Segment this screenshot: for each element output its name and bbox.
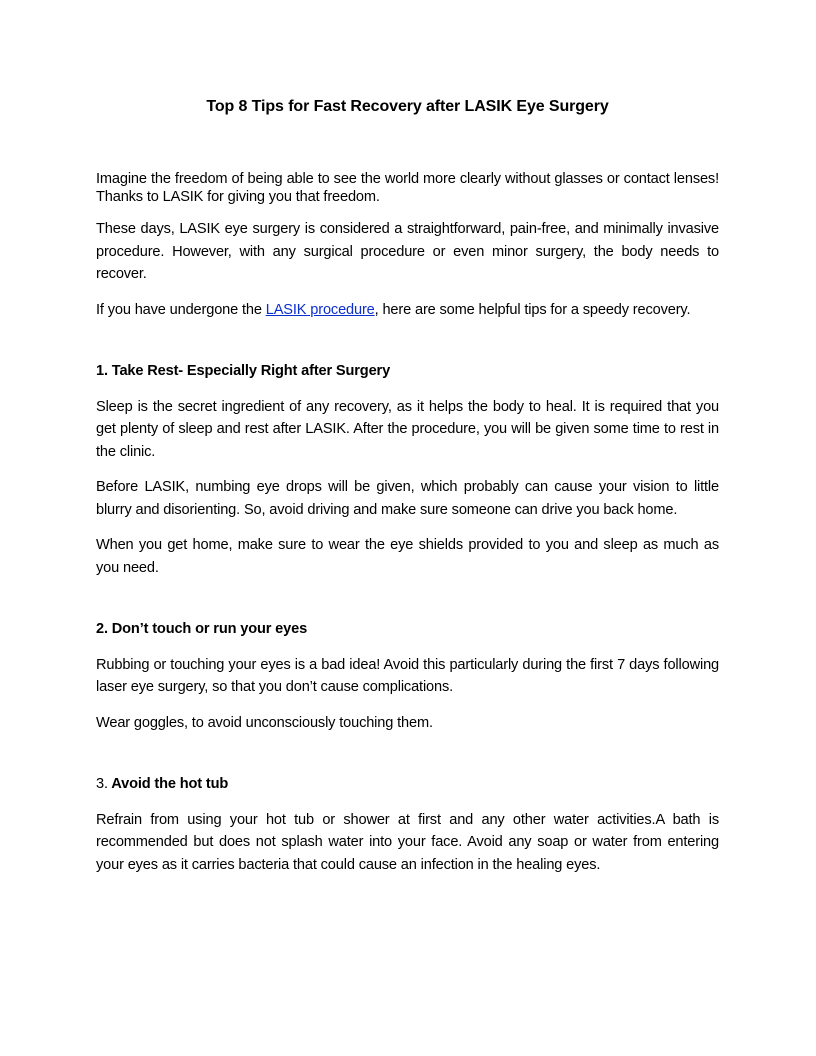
intro-text-before-link: If you have undergone the xyxy=(96,301,266,318)
page-title: Top 8 Tips for Fast Recovery after LASIK Eye Surgery xyxy=(206,98,609,115)
section-2-paragraph-2: Wear goggles, to avoid unconsciously touching them. xyxy=(96,714,433,731)
section-1-title: Take Rest- Especially Right after Surgery xyxy=(111,363,391,379)
section-2-heading xyxy=(96,618,719,641)
section-1-paragraph-1: Sleep is the secret ingredient of any recovery, as it helps the body to heal. It is required that you get plenty of sleep and rest after LASIK. After the procedure, you will be given some time to rest in the clinic. xyxy=(96,398,719,460)
intro-paragraph-2: These days, LASIK eye surgery is considered a straightforward, pain-free, and minimally invasive procedure. However, with any surgical procedure or even minor surgery, the body needs to recover. xyxy=(96,221,719,282)
section-1-paragraph-2: Before LASIK, numbing eye drops will be given, which probably can cause your vision to little blurry and disorienting. So, avoid driving and make sure someone can drive you back home. xyxy=(96,479,719,518)
document-page xyxy=(96,96,719,876)
section-1-heading xyxy=(96,360,719,383)
intro-text-after-link: , here are some helpful tips for a speedy recovery. xyxy=(374,301,691,318)
section-3-heading xyxy=(96,773,719,796)
intro-paragraph-3 xyxy=(96,299,719,322)
section-1-number: 1. xyxy=(96,363,108,379)
section-2-number: 2. xyxy=(96,621,108,637)
section-1-paragraph-3: When you get home, make sure to wear the eye shields provided to you and sleep as much as you need. xyxy=(96,537,719,576)
intro-paragraph-1: Imagine the freedom of being able to see the world more clearly without glasses or contact lenses! Thanks to LASIK for giving you that freedom. xyxy=(96,171,719,205)
section-2-paragraph-1: Rubbing or touching your eyes is a bad idea! Avoid this particularly during the first 7 days following laser eye surgery, so that you don’t cause complications. xyxy=(96,656,719,695)
section-2-title: Don’t touch or run your eyes xyxy=(111,621,308,637)
section-3-title: Avoid the hot tub xyxy=(111,776,229,792)
section-3-paragraph-1: Refrain from using your hot tub or shower at first and any other water activities.A bath is recommended but does not splash water into your face. Avoid any soap or water from entering your eyes as it carries bacteria that could cause an infection in the healing eyes. xyxy=(96,811,719,873)
section-3-number: 3. xyxy=(96,776,108,792)
lasik-procedure-link[interactable]: LASIK procedure xyxy=(265,301,375,318)
